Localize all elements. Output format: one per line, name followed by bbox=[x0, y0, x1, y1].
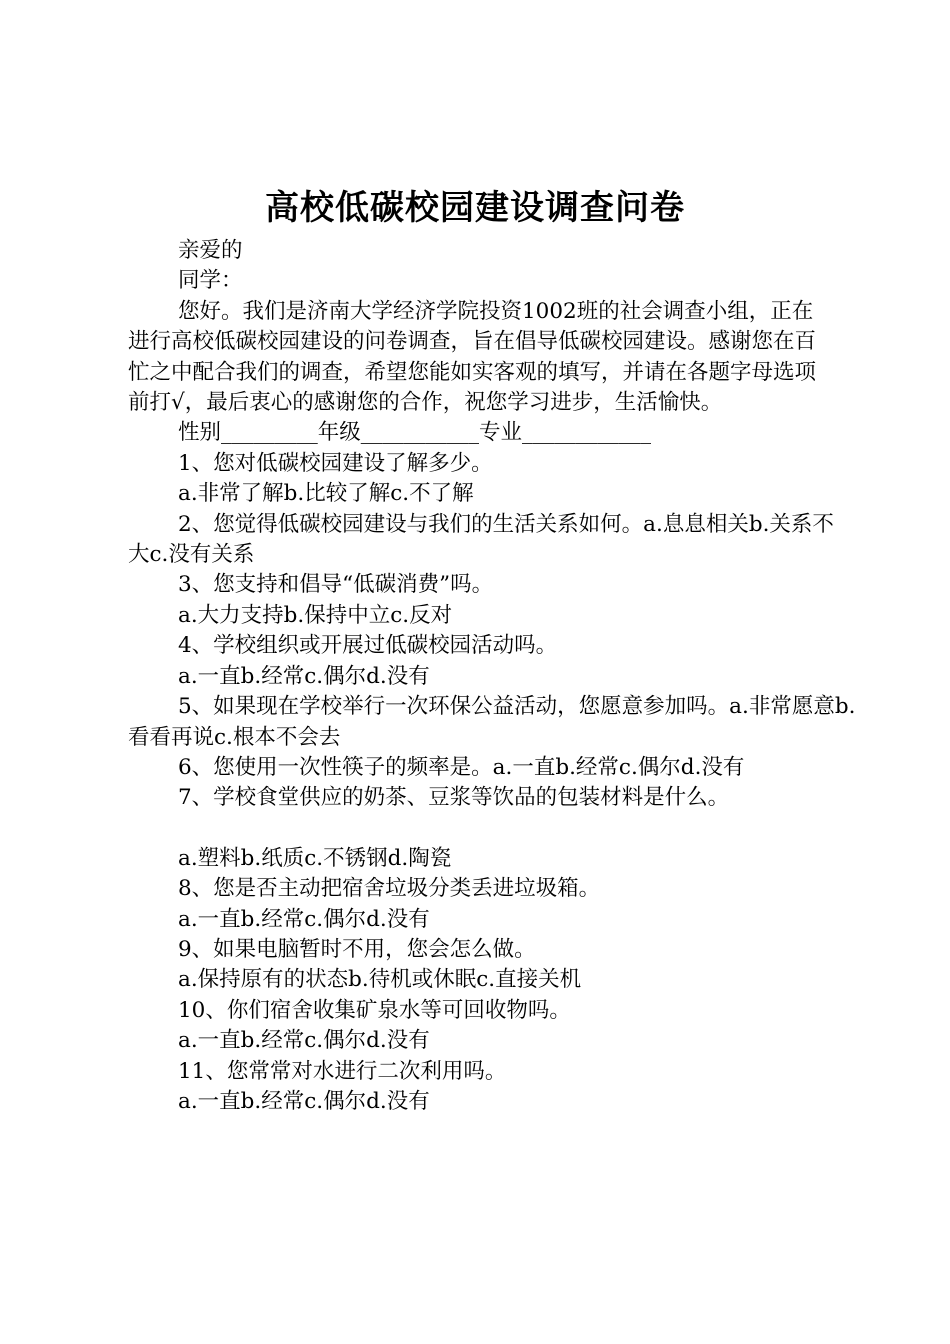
question-10: 10、你们宿舍收集矿泉水等可回收物吗。 bbox=[178, 997, 571, 1023]
options-9: a.保持原有的状态b.待机或休眠c.直接关机 bbox=[178, 967, 582, 993]
question-6: 6、您使用一次性筷子的频率是。a.一直b.经常c.偶尔d.没有 bbox=[178, 754, 745, 780]
page-title: 高校低碳校园建设调查问卷 bbox=[265, 188, 685, 228]
question-11: 11、您常常对水进行二次利用吗。 bbox=[178, 1058, 507, 1084]
options-8: a.一直b.经常c.偶尔d.没有 bbox=[178, 906, 430, 932]
greeting-line-2: 同学： bbox=[178, 268, 243, 294]
greeting-line-1: 亲爱的 bbox=[178, 238, 243, 263]
options-10: a.一直b.经常c.偶尔d.没有 bbox=[178, 1028, 430, 1054]
options-1: a.非常了解b.比较了解c.不了解 bbox=[178, 481, 474, 507]
question-2: 2、您觉得低碳校园建设与我们的生活关系如何。a.息息相关b.关系不大c.没有关系 bbox=[128, 511, 834, 568]
question-3: 3、您支持和倡导“低碳消费”吗。 bbox=[178, 572, 494, 598]
question-4: 4、学校组织或开展过低碳校园活动吗。 bbox=[178, 633, 558, 659]
question-7: 7、学校食堂供应的奶茶、豆浆等饮品的包装材料是什么。 bbox=[178, 785, 730, 811]
options-3: a.大力支持b.保持中立c.反对 bbox=[178, 602, 453, 628]
document-body bbox=[128, 236, 856, 1117]
info-fill-line: 性别_________年级___________专业____________ bbox=[178, 420, 652, 446]
options-4: a.一直b.经常c.偶尔d.没有 bbox=[178, 663, 430, 689]
question-9: 9、如果电脑暂时不用，您会怎么做。 bbox=[178, 936, 536, 962]
intro-paragraph: 您好。我们是济南大学经济学院投资1002班的社会调查小组，正在进行高校低碳校园建设的问卷调查，旨在倡导低碳校园建设。感谢您在百忙之中配合我们的调查，希望您能如实客观的填写，并请在各题字母选项前打√，最后衷心的感谢您的合作，祝您学习进步，生活愉快。 bbox=[128, 298, 817, 416]
options-7: a.塑料b.纸质c.不锈钢d.陶瓷 bbox=[178, 845, 452, 871]
question-5: 5、如果现在学校举行一次环保公益活动，您愿意参加吗。a.非常愿意b.看看再说c.根本不会去 bbox=[128, 694, 856, 750]
blank-line bbox=[128, 814, 834, 844]
question-1: 1、您对低碳校园建设了解多少。 bbox=[178, 450, 493, 476]
options-11: a.一直b.经常c.偶尔d.没有 bbox=[178, 1088, 430, 1114]
question-8: 8、您是否主动把宿舍垃圾分类丢进垃圾箱。 bbox=[178, 876, 601, 902]
